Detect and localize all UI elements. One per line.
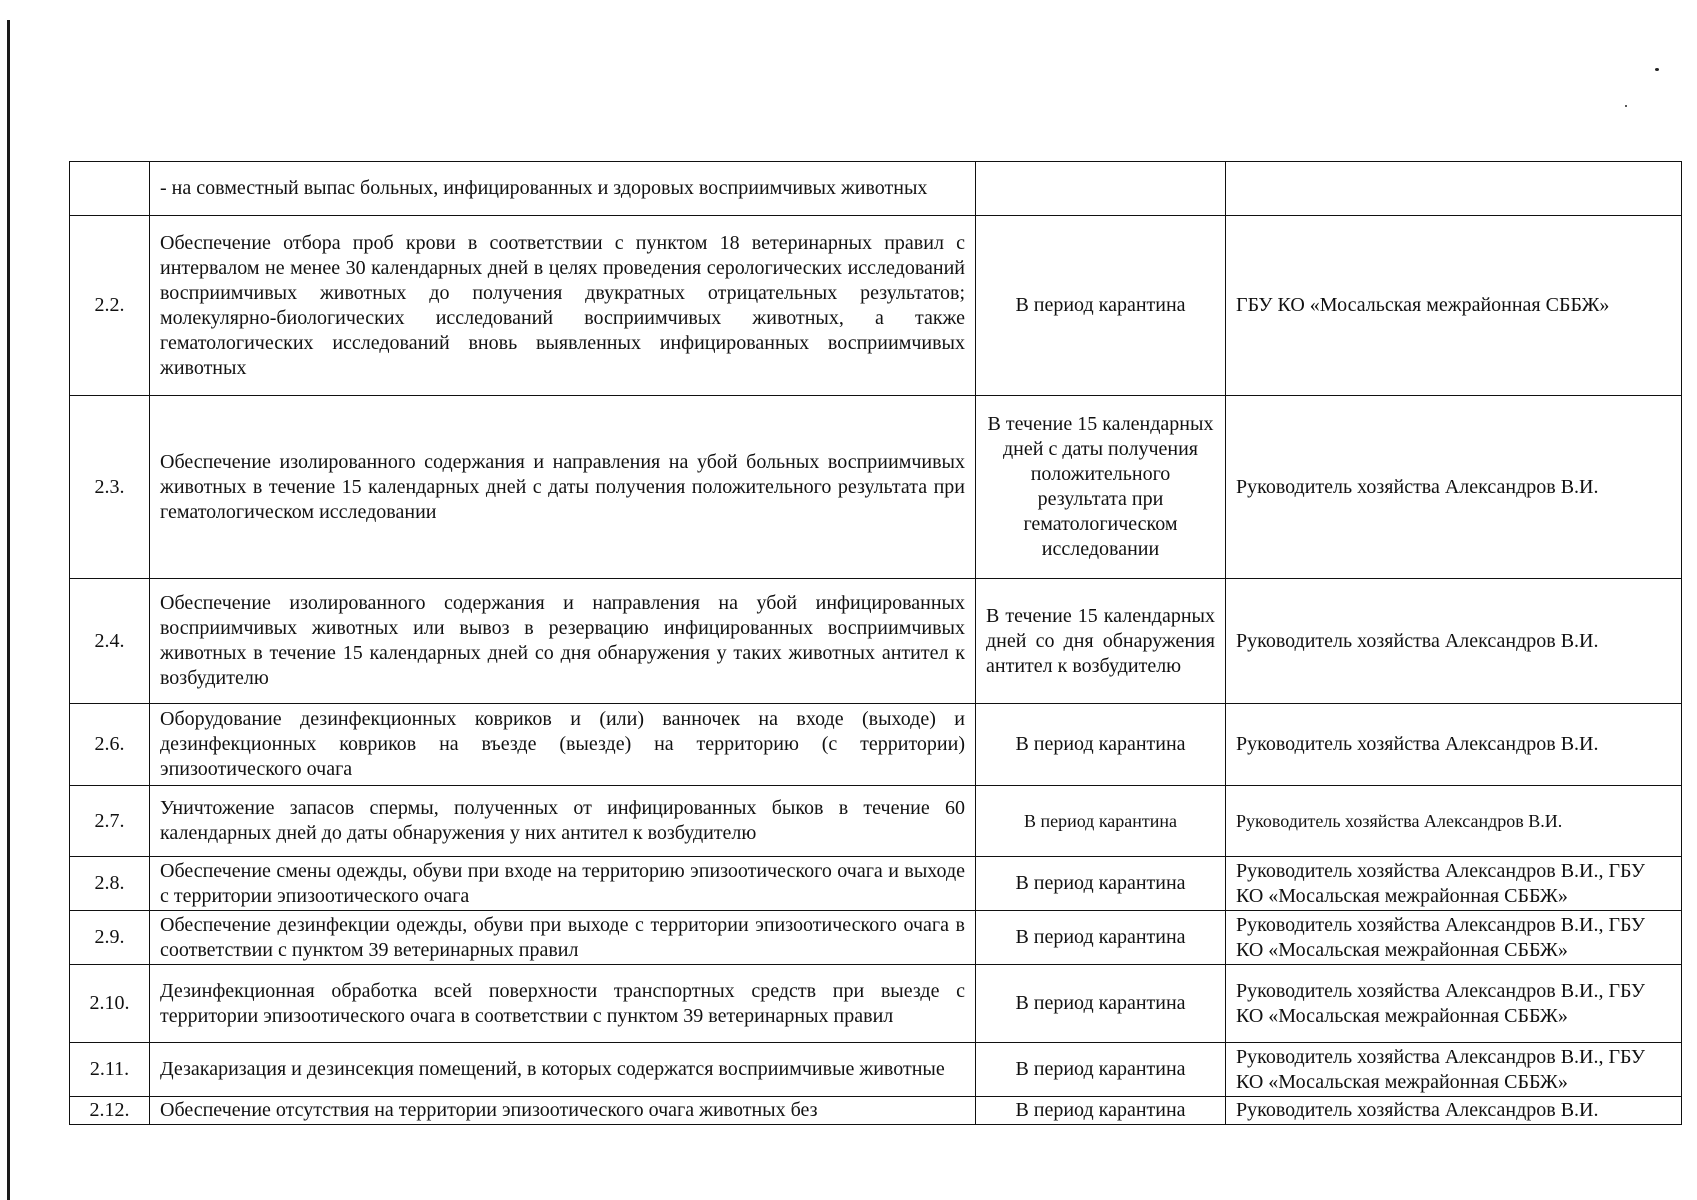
measure-responsible: Руководитель хозяйства Александров В.И. [1226,704,1682,786]
measure-description: Обеспечение смены одежды, обуви при входе на территорию эпизоотического очага и выходе с территории эпизоотического очага [150,857,976,911]
measure-responsible: Руководитель хозяйства Александров В.И. [1226,1097,1682,1125]
table-row [70,911,1682,965]
row-number [70,162,150,216]
measure-responsible: Руководитель хозяйства Александров В.И., ГБУ КО «Мосальская межрайонная СББЖ» [1226,911,1682,965]
measure-responsible [1226,162,1682,216]
measure-period: В период карантина [976,911,1226,965]
measure-period: В период карантина [976,704,1226,786]
scan-speck [1655,68,1659,71]
row-number: 2.6. [70,704,150,786]
table-row [70,965,1682,1043]
measure-responsible: Руководитель хозяйства Александров В.И. [1226,786,1682,857]
measure-period: В течение 15 календарных дней со дня обнаружения антител к возбудителю [976,579,1226,704]
measure-responsible: Руководитель хозяйства Александров В.И., ГБУ КО «Мосальская межрайонная СББЖ» [1226,857,1682,911]
table-row [70,1043,1682,1097]
measure-period: В период карантина [976,786,1226,857]
measure-period: В период карантина [976,1097,1226,1125]
row-number: 2.8. [70,857,150,911]
table-row [70,786,1682,857]
row-number: 2.12. [70,1097,150,1125]
table-row [70,1097,1682,1125]
measure-description: Дезинфекционная обработка всей поверхности транспортных средств при выезде с территории эпизоотического очага в соответствии с пунктом 39 ветеринарных правил [150,965,976,1043]
measure-responsible: Руководитель хозяйства Александров В.И., ГБУ КО «Мосальская межрайонная СББЖ» [1226,1043,1682,1097]
measure-responsible: ГБУ КО «Мосальская межрайонная СББЖ» [1226,216,1682,396]
measure-description: Обеспечение отсутствия на территории эпизоотического очага животных без [150,1097,976,1125]
row-number: 2.4. [70,579,150,704]
measure-period: В период карантина [976,965,1226,1043]
row-number: 2.3. [70,396,150,579]
measure-description: Обеспечение дезинфекции одежды, обуви при выходе с территории эпизоотического очага в соответствии с пунктом 39 ветеринарных правил [150,911,976,965]
measure-responsible: Руководитель хозяйства Александров В.И. [1226,579,1682,704]
row-number: 2.10. [70,965,150,1043]
table-row [70,579,1682,704]
scan-speck [1625,105,1627,107]
measure-description: Уничтожение запасов спермы, полученных от инфицированных быков в течение 60 календарных дней до даты обнаружения у них антител к возбудителю [150,786,976,857]
measure-description: - на совместный выпас больных, инфицированных и здоровых восприимчивых животных [150,162,976,216]
table-row [70,857,1682,911]
table-row [70,162,1682,216]
row-number: 2.2. [70,216,150,396]
row-number: 2.11. [70,1043,150,1097]
row-number: 2.9. [70,911,150,965]
scan-left-edge [7,20,10,1200]
table-row [70,396,1682,579]
measure-period: В период карантина [976,216,1226,396]
table-row [70,216,1682,396]
measure-period: В период карантина [976,857,1226,911]
measure-description: Дезакаризация и дезинсекция помещений, в которых содержатся восприимчивые животные [150,1043,976,1097]
row-number: 2.7. [70,786,150,857]
measure-period: В течение 15 календарных дней с даты получения положительного результата при гематологическом исследовании [976,396,1226,579]
measure-responsible: Руководитель хозяйства Александров В.И. [1226,396,1682,579]
measure-period: В период карантина [976,1043,1226,1097]
measure-responsible: Руководитель хозяйства Александров В.И., ГБУ КО «Мосальская межрайонная СББЖ» [1226,965,1682,1043]
measure-description: Обеспечение отбора проб крови в соответствии с пунктом 18 ветеринарных правил с интервалом не менее 30 календарных дней в целях проведения серологических исследований восприимчивых животных до получения двукратных отрицательных результатов; молекулярно-биологических исследований восприимчивых животных, а также гематологических исследований вновь выявленных инфицированных восприимчивых животных [150,216,976,396]
measures-table [69,161,1682,1125]
table-row [70,704,1682,786]
measure-description: Обеспечение изолированного содержания и направления на убой больных восприимчивых животных в течение 15 календарных дней с даты получения положительного результата при гематологическом исследовании [150,396,976,579]
measure-period [976,162,1226,216]
measure-description: Оборудование дезинфекционных ковриков и (или) ванночек на входе (выходе) и дезинфекционных ковриков на въезде (выезде) на территорию (с территории) эпизоотического очага [150,704,976,786]
measure-description: Обеспечение изолированного содержания и направления на убой инфицированных восприимчивых животных или вывоз в резервацию инфицированных восприимчивых животных в течение 15 календарных дней со дня обнаружения у таких животных антител к возбудителю [150,579,976,704]
